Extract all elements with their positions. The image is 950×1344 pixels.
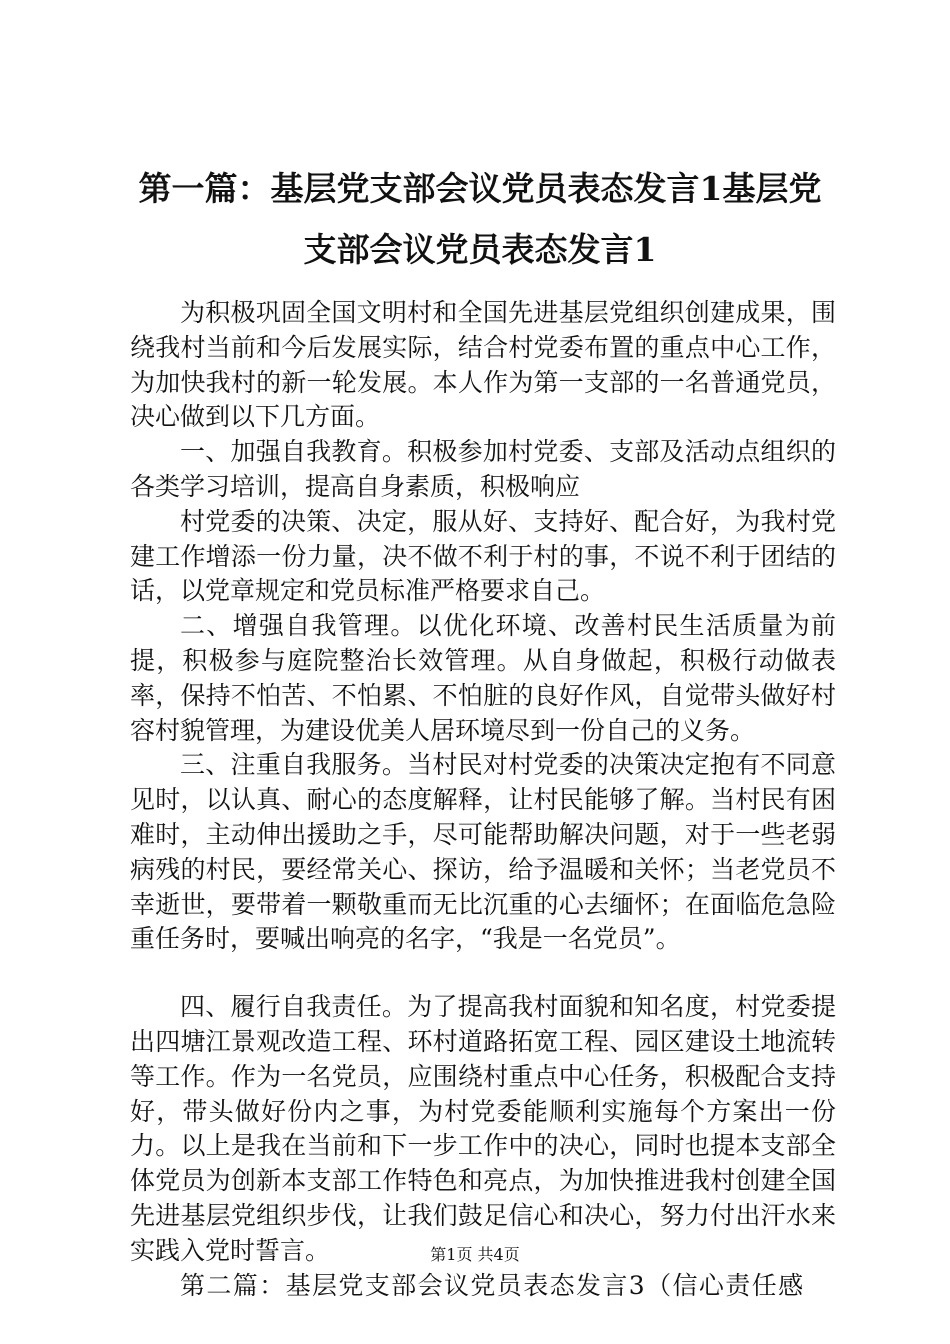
paragraph-self-education: 一、加强自我教育。积极参加村党委、支部及活动点组织的各类学习培训，提高自身素质，积极响应	[130, 437, 836, 501]
paragraph-self-service: 三、注重自我服务。当村民对村党委的决策决定抱有不同意见时，以认真、耐心的态度解释，让村民能够了解。当村民有困难时，主动伸出援助之手，尽可能帮助解决问题，对于一些老弱病残的村民，要经常关心、探访，给予温暖和关怀；当老党员不幸逝世，要带着一颗敬重而无比沉重的心去缅怀；在面临危急险重任务时，要喊出响亮的名字，“我是一名党员”。	[130, 750, 836, 954]
page-number-footer: 第1页 共4页	[430, 1245, 520, 1264]
paragraph-self-responsibility: 四、履行自我责任。为了提高我村面貌和知名度，村党委提出四塘江景观改造工程、环村道路拓宽工程、园区建设土地流转等工作。作为一名党员，应围绕村重点中心任务，积极配合支持好，带头做好份内之事，为村党委能顺利实施每个方案出一份力。以上是我在当前和下一步工作中的决心，同时也提本支部全体党员为创新本支部工作特色和亮点，为加快推进我村创建全国先进基层党组织步伐，让我们鼓足信心和决心，努力付出汗水来实践入党时誓言。	[130, 992, 836, 1265]
paragraph-second-article-heading: 第二篇：基层党支部会议党员表态发言3（信心责任感	[180, 1270, 805, 1300]
paragraph-self-management: 二、增强自我管理。以优化环境、改善村民生活质量为前提，积极参与庭院整治长效管理。从自身做起，积极行动做表率，保持不怕苦、不怕累、不怕脏的良好作风，自觉带头做好村容村貌管理，为建设优美人居环境尽到一份自己的义务。	[130, 611, 836, 745]
document-title: 第一篇：基层党支部会议党员表态发言1基层党支部会议党员表态发言1	[138, 169, 822, 269]
paragraph-intro: 为积极巩固全国文明村和全国先进基层党组织创建成果，围绕我村当前和今后发展实际，结合村党委布置的重点中心工作，为加快我村的新一轮发展。本人作为第一支部的一名普通党员，决心做到以下几方面。	[130, 298, 836, 432]
document-body	[130, 296, 836, 1303]
paragraph-party-decisions: 村党委的决策、决定，服从好、支持好、配合好，为我村党建工作增添一份力量，决不做不利于村的事，不说不利于团结的话，以党章规定和党员标准严格要求自己。	[130, 506, 836, 606]
